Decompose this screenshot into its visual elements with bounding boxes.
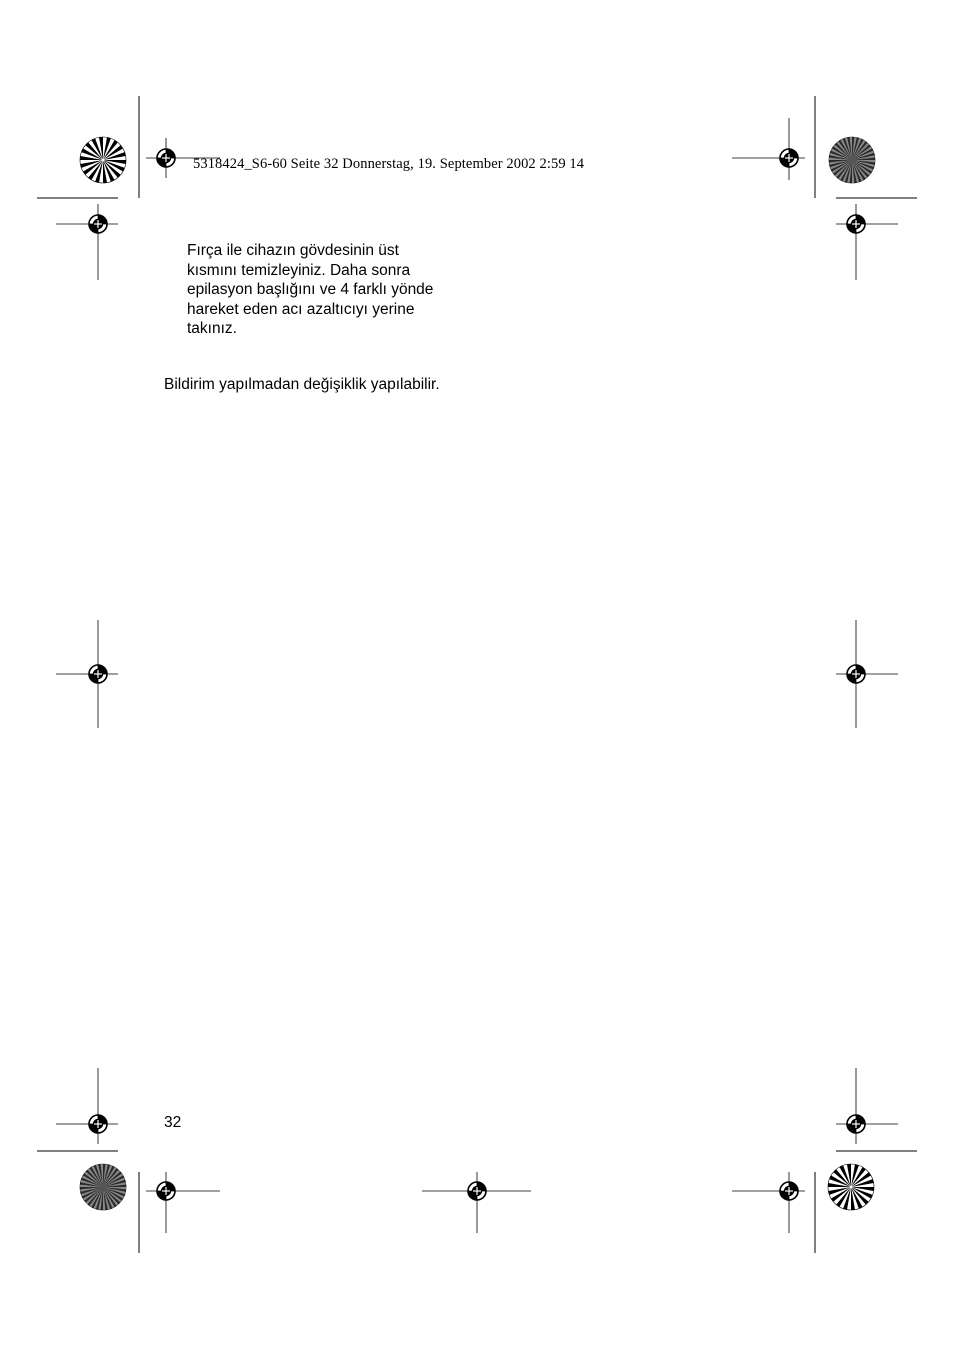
body-text [187, 241, 487, 339]
page-number: 32 [164, 1114, 182, 1131]
body-line: Fırça ile cihazın gövdesinin üst [187, 242, 399, 259]
starburst-mark [80, 137, 126, 183]
starburst-mark [828, 1164, 874, 1210]
print-slug: 5318424_S6-60 Seite 32 Donnerstag, 19. September 2002 2:59 14 [193, 156, 585, 172]
body-line: hareket eden acı azaltıcıyı yerine [187, 300, 415, 318]
starburst-mark [829, 137, 875, 183]
starburst-mark [80, 1164, 126, 1210]
notice-text: Bildirim yapılmadan değişiklik yapılabilir. [164, 376, 440, 393]
body-line: epilasyon başlığını ve 4 farklı yönde [187, 281, 434, 298]
body-line: takınız. [187, 320, 237, 337]
body-line: kısmını temizleyiniz. Daha sonra [187, 261, 411, 279]
